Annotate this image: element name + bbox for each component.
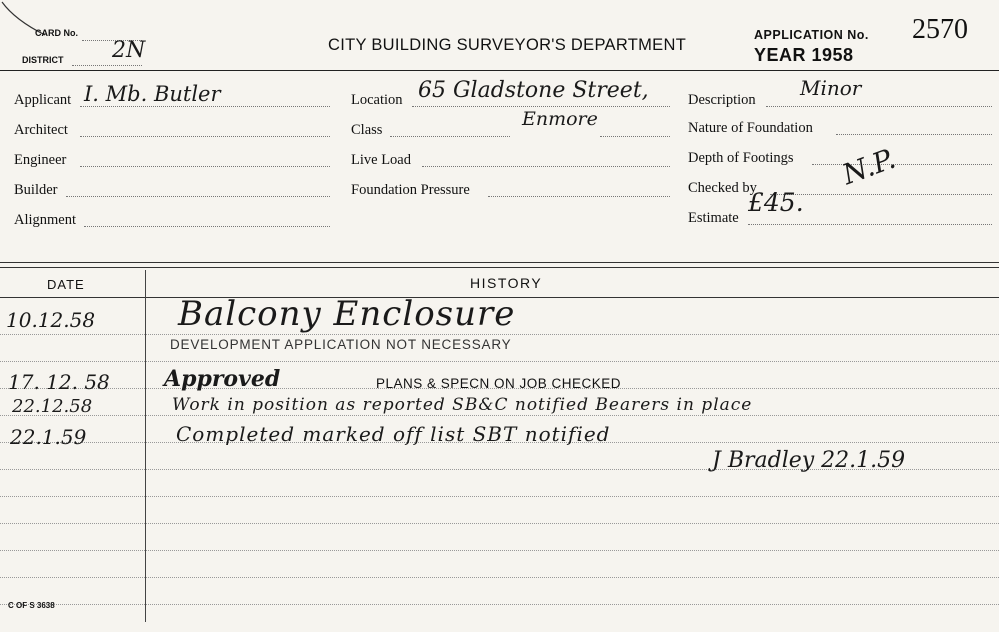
engineer-label: Engineer bbox=[14, 152, 67, 168]
checked-by-label: Checked by bbox=[688, 180, 757, 196]
entry-date: 17. 12. 58 bbox=[8, 370, 110, 394]
location-value-suburb: Enmore bbox=[522, 108, 598, 130]
description-value: Minor bbox=[800, 76, 862, 100]
signature: J Bradley 22.1.59 bbox=[712, 448, 906, 473]
entry-text: Approved bbox=[164, 366, 281, 392]
history-column-header: HISTORY bbox=[470, 275, 543, 291]
location-value: 65 Gladstone Street, bbox=[418, 78, 649, 103]
location-label: Location bbox=[351, 92, 403, 108]
entry-text: Balcony Enclosure bbox=[178, 294, 516, 334]
district-label: DISTRICT bbox=[22, 55, 64, 65]
entry-date: 22.12.58 bbox=[12, 396, 93, 417]
form-code: C OF S 3638 bbox=[8, 601, 55, 610]
foundation-pressure-label: Foundation Pressure bbox=[351, 182, 470, 198]
entry-stamp: PLANS & SPECN ON JOB CHECKED bbox=[376, 376, 622, 391]
class-label: Class bbox=[351, 122, 383, 138]
district-value: 2N bbox=[112, 38, 146, 63]
depth-of-footings-label: Depth of Footings bbox=[688, 150, 794, 166]
nature-of-foundation-label: Nature of Foundation bbox=[688, 120, 813, 136]
estimate-value: £45. bbox=[748, 188, 804, 217]
date-column-header: DATE bbox=[47, 277, 85, 292]
entry-date: 10.12.58 bbox=[6, 308, 96, 332]
entry-stamp: DEVELOPMENT APPLICATION NOT NECESSARY bbox=[170, 337, 512, 352]
department-title: CITY BUILDING SURVEYOR'S DEPARTMENT bbox=[328, 36, 687, 54]
entry-date: 22.1.59 bbox=[10, 425, 87, 449]
checked-by-value: N.P. bbox=[837, 141, 900, 192]
card-no-label: CARD No. bbox=[35, 28, 78, 38]
estimate-label: Estimate bbox=[688, 210, 739, 226]
applicant-label: Applicant bbox=[14, 92, 72, 108]
entry-text: Completed marked off list SBT notified bbox=[176, 422, 611, 446]
alignment-label: Alignment bbox=[14, 212, 77, 228]
live-load-label: Live Load bbox=[351, 152, 411, 168]
entry-text: Work in position as reported SB&C notified Bearers in place bbox=[172, 395, 753, 415]
description-label: Description bbox=[688, 92, 756, 108]
builder-label: Builder bbox=[14, 182, 58, 198]
year: YEAR 1958 bbox=[754, 45, 854, 65]
applicant-value: I. Mb. Butler bbox=[84, 82, 221, 106]
application-label: APPLICATION No. bbox=[754, 28, 869, 42]
application-number: 2570 bbox=[912, 14, 968, 45]
architect-label: Architect bbox=[14, 122, 68, 138]
